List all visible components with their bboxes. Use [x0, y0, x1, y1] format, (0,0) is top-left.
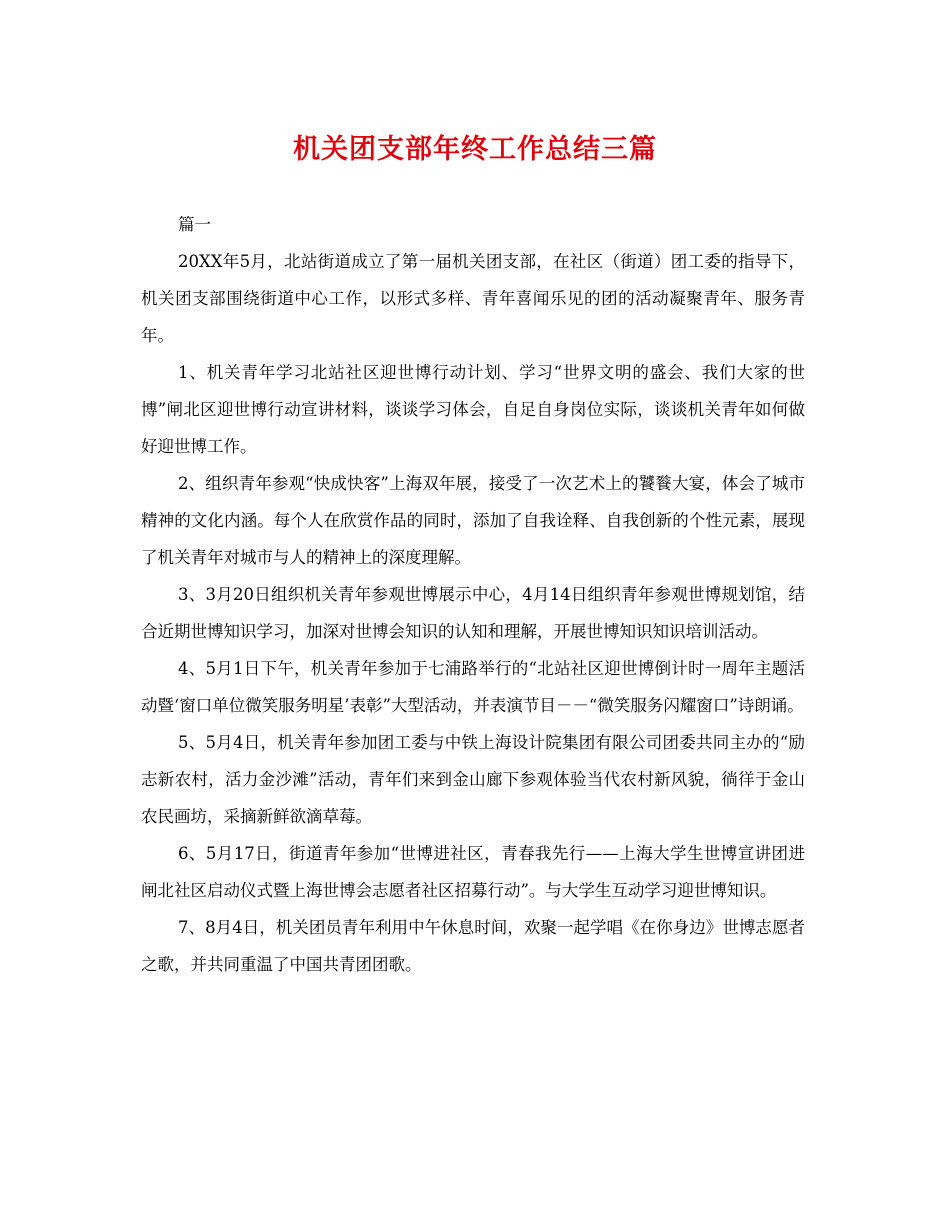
list-item-1: 1、机关青年学习北站社区迎世博行动计划、学习“世界文明的盛会、我们大家的世博”闸北区迎世博行动宣讲材料，谈谈学习体会，自足自身岗位实际，谈谈机关青年如何做好迎世博工作。: [141, 363, 805, 456]
section-heading: 篇一: [178, 215, 211, 234]
list-item-2: 2、组织青年参观“快成快客”上海双年展，接受了一次艺术上的饕餮大宴，体会了城市精神的文化内涵。每个人在欣赏作品的同时，添加了自我诠释、自我创新的个性元素，展现了机关青年对城市与人的精神上的深度理解。: [141, 474, 805, 567]
list-item-7: 7、8月4日，机关团员青年利用中午休息时间，欢聚一起学唱《在你身边》世博志愿者之歌，并共同重温了中国共青团团歌。: [141, 918, 805, 974]
intro-paragraph: 20XX年5月，北站街道成立了第一届机关团支部，在社区（街道）团工委的指导下，机关团支部围绕街道中心工作，以形式多样、青年喜闻乐见的团的活动凝聚青年、服务青年。: [141, 252, 805, 345]
list-item-3: 3、3月20日组织机关青年参观世博展示中心，4月14日组织青年参观世博规划馆，结合近期世博知识学习，加深对世博会知识的认知和理解，开展世博知识知识培训活动。: [141, 585, 805, 641]
list-item-5: 5、5月4日，机关青年参加团工委与中铁上海设计院集团有限公司团委共同主办的“励志新农村，活力金沙滩”活动，青年们来到金山廊下参观体验当代农村新风貌，徜徉于金山农民画坊，采摘新鲜欲滴草莓。: [141, 733, 805, 826]
list-item-6: 6、5月17日，街道青年参加“世博进社区，青春我先行——上海大学生世博宣讲团进闸北社区启动仪式暨上海世博会志愿者社区招募行动”。与大学生互动学习迎世博知识。: [141, 844, 805, 900]
document-title: 机关团支部年终工作总结三篇: [293, 134, 657, 165]
document-body: [141, 206, 805, 983]
list-item-4: 4、5月1日下午，机关青年参加于七浦路举行的“北站社区迎世博倒计时一周年主题活动暨‘窗口单位微笑服务明星’表彰”大型活动，并表演节目－－“微笑服务闪耀窗口”诗朗诵。: [141, 659, 805, 715]
